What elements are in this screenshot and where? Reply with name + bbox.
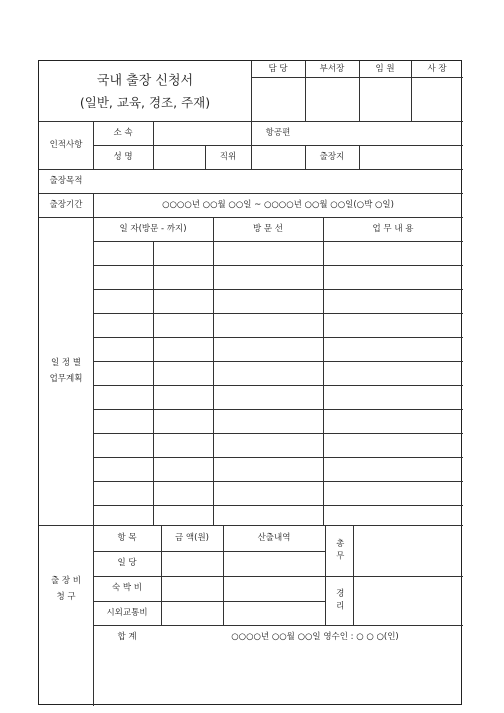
rule	[93, 409, 463, 410]
col-visit-header: 방 문 선	[252, 223, 284, 234]
rule	[39, 525, 463, 526]
rule	[93, 481, 463, 482]
expense-label-2: 청 구	[56, 591, 76, 602]
schedule-label-1: 일 정 별	[50, 357, 82, 368]
rule	[39, 193, 463, 194]
rule	[93, 217, 94, 706]
purpose-label: 출장목적	[49, 175, 83, 186]
rule	[223, 525, 224, 625]
receipt-line: ○○○○년 ○○월 ○○일 영수인 : ○ ○ ○(인)	[231, 631, 399, 642]
approval-president: 사 장	[427, 63, 447, 74]
rule	[359, 61, 360, 121]
accounting-label: 경리	[334, 588, 345, 614]
detail-header: 산출내역	[257, 532, 291, 543]
rule	[93, 121, 94, 169]
rule	[251, 61, 252, 121]
rule	[93, 433, 463, 434]
position-label: 직위	[219, 151, 237, 162]
period-label: 출장기간	[49, 199, 83, 210]
rule	[93, 385, 463, 386]
rule	[359, 145, 360, 169]
amount-header: 금 액(원)	[175, 532, 209, 543]
col-work-header: 업 무 내 용	[372, 223, 414, 234]
affiliation-label: 소 속	[113, 127, 133, 138]
rule	[93, 551, 325, 552]
rule	[353, 525, 354, 625]
airline-label: 항공편	[265, 127, 291, 138]
period-value: ○○○○년 ○○월 ○○일 ~ ○○○○년 ○○월 ○○일(○박 ○일)	[162, 199, 394, 210]
rule	[153, 121, 154, 169]
rule	[93, 576, 325, 577]
destination-label: 출장지	[319, 151, 345, 162]
rule	[93, 145, 463, 146]
rule	[93, 193, 94, 217]
rule	[153, 241, 154, 525]
approval-staff: 담 당	[268, 63, 288, 74]
rule	[93, 265, 463, 266]
expense-label-1: 출 장 비	[50, 575, 82, 586]
rule	[161, 525, 162, 625]
general-affairs-label: 총무	[334, 538, 345, 564]
rule	[305, 61, 306, 121]
item-header: 항 목	[117, 532, 137, 543]
rule	[325, 576, 463, 577]
trip-request-form	[38, 60, 462, 705]
rule	[213, 217, 214, 525]
col-date-header: 일 자(방문 - 까지)	[119, 223, 187, 234]
form-subtitle: (일반, 교육, 경조, 주재)	[79, 94, 211, 110]
rule	[93, 337, 463, 338]
transport-label: 시외교통비	[106, 607, 148, 618]
rule	[251, 121, 252, 169]
schedule-label-2: 업무계획	[49, 373, 83, 384]
name-label: 성 명	[113, 151, 133, 162]
rule	[205, 145, 206, 169]
rule	[325, 525, 326, 625]
form-title: 국내 출장 신청서	[96, 73, 194, 89]
rule	[93, 241, 463, 242]
total-label: 합 계	[117, 631, 137, 642]
rule	[39, 217, 463, 218]
daily-label: 일 당	[117, 557, 137, 568]
rule	[411, 61, 412, 121]
rule	[93, 361, 463, 362]
rule	[251, 77, 463, 78]
rule	[305, 145, 306, 169]
rule	[93, 601, 325, 602]
approval-executive: 임 원	[375, 63, 395, 74]
personal-label: 인적사항	[49, 139, 83, 150]
lodging-label: 숙 박 비	[111, 582, 143, 593]
rule	[93, 313, 463, 314]
rule	[93, 505, 463, 506]
rule	[93, 289, 463, 290]
rule	[93, 625, 463, 626]
rule	[39, 169, 463, 170]
approval-dept-head: 부서장	[319, 63, 345, 74]
rule	[323, 217, 324, 525]
rule	[93, 457, 463, 458]
